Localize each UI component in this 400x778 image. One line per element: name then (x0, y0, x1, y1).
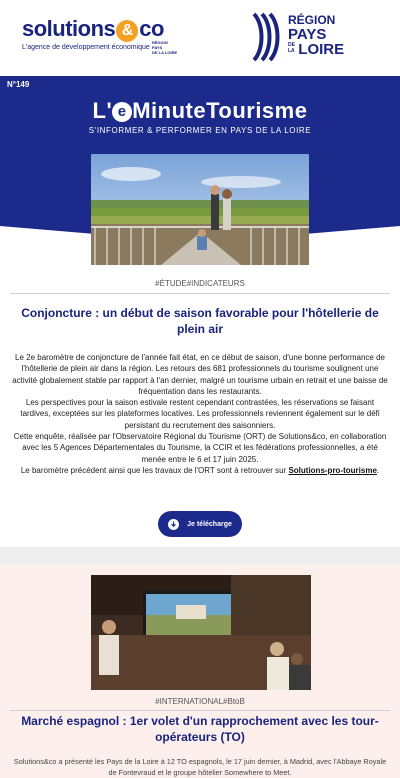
article1-body (12, 352, 388, 476)
e-circle-icon: e (112, 102, 132, 122)
article2-body: Solutions&co a présenté les Pays de la Loire à 12 TO espagnols, le 17 juin dernier, à Madrid, avec l'Abbaye Royale de Fontevraud et le groupe hôtelier Somewhere to Meet. (13, 757, 387, 778)
article1-divider (10, 293, 390, 294)
newsletter-header (0, 0, 400, 76)
hero-tagline: S'INFORMER & PERFORMER EN PAYS DE LA LOIRE (88, 126, 312, 135)
download-button[interactable] (158, 511, 242, 537)
article1-paragraph: Le 2e baromètre de conjoncture de l'année fait état, en ce début de saison, d'une bonne performance de l'hôtellerie de plein air dans la région. Les retours des 681 professionnels du tourisme soulignent une activité globalement stable par rapport à l'an dernier, malgré un tourisme urbain en retrait et une baisse de fréquentation dans les restaurants. (12, 353, 388, 396)
article2-title[interactable]: Marché espagnol : 1er volet d'un rapprochement avec les tour-opérateurs (TO) (21, 714, 379, 744)
region-emblem-icon (250, 12, 284, 62)
article2-photo-presentation (91, 575, 311, 690)
article2-divider (10, 710, 390, 711)
article1-title[interactable]: Conjoncture : un début de saison favorable pour l'hôtellerie de plein air (21, 306, 379, 336)
region-wordmark: RÉGION PAYS DE LA LOIRE (288, 13, 345, 58)
solutions-pro-tourisme-link[interactable]: Solutions-pro-tourisme (288, 465, 377, 475)
region-pays-de-la-loire-logo[interactable] (250, 10, 390, 66)
solutions-co-tagline: L'agence de développement économique (22, 44, 150, 51)
section-separator (0, 547, 400, 565)
issue-number: N°149 (7, 80, 30, 89)
hero-photo-observation-tower (91, 154, 309, 265)
hero-banner (0, 76, 400, 272)
article1-tags: #ÉTUDE#INDICATEURS (155, 279, 245, 288)
ampersand-circle-icon: & (116, 20, 138, 42)
download-button-label: Je télécharge (187, 520, 232, 528)
solutions-co-logo[interactable] (22, 16, 164, 51)
solutions-co-region-mini-logo: RÉGION PAYS DE LA LOIRE (152, 40, 178, 55)
article1-paragraph: Le baromètre précédent ainsi que les travaux de l'ORT sont à retrouver sur Solutions-pro-tourisme. (20, 465, 380, 475)
article2-tags: #INTERNATIONAL#BtoB (155, 697, 245, 706)
download-icon (168, 519, 179, 530)
article1-paragraph: Les perspectives pour la saison estivale restent cependant contrastées, les réservations se faisant tardives, exceptées sur les plateformes locatives. Les professionnels reviennent également sur le défi persistant du recrutement des saisonniers. (20, 398, 380, 430)
minute-tourisme-logo: L' e MinuteTourisme (92, 98, 308, 123)
solutions-co-wordmark: solutions & co (22, 16, 164, 41)
presentation-photo-icon (91, 575, 311, 690)
landscape-photo-icon (91, 154, 309, 265)
article1-paragraph: Cette enquête, réalisée par l'Observatoire Régional du Tourisme (ORT) de Solutions&co, en collaboration avec les 5 Agences Départementales du Tourisme, la CCIR et les fédérations professionnelles, a été menée entre le 6 et 17 juin 2025. (13, 432, 387, 464)
